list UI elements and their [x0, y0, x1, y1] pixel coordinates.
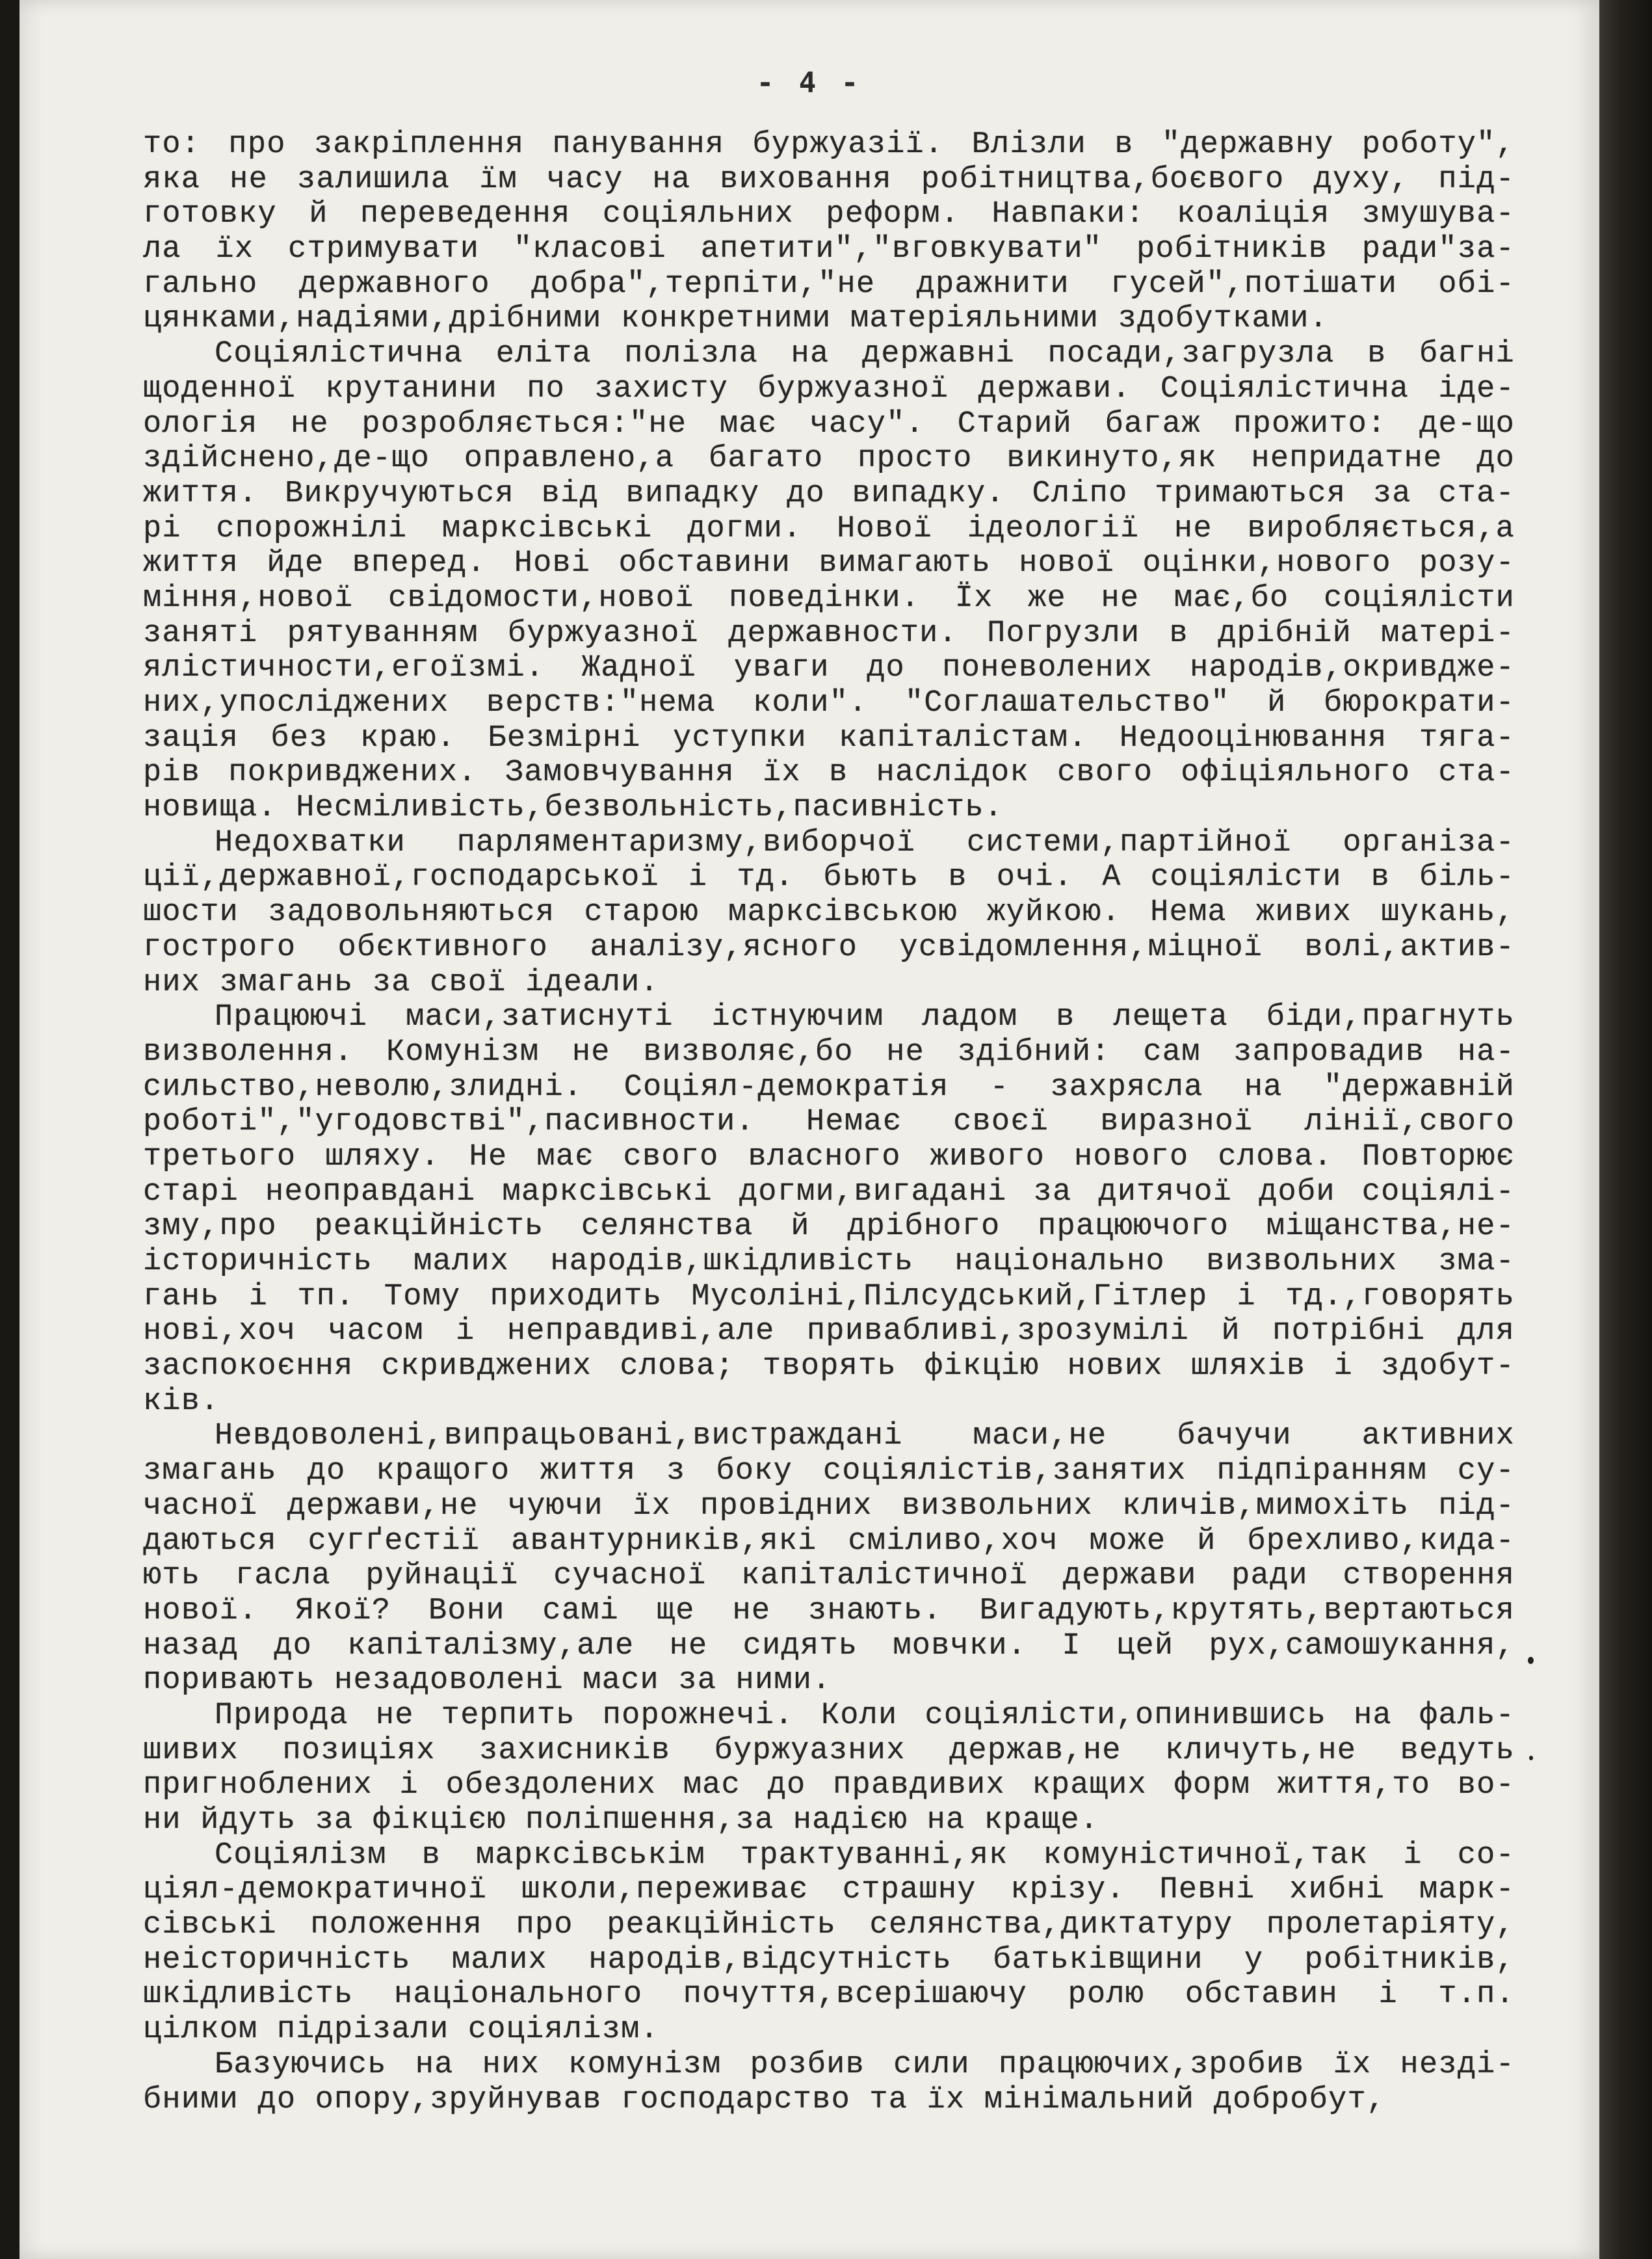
text-line: ції,державної,господарської і тд. бьють в очі. А соціялісти в біль-: [143, 860, 1515, 895]
text-line: ологія не розробляється:"не має часу". Старий багаж прожито: де-що: [143, 406, 1515, 442]
text-line: даються сугґестії авантурників,які сміливо,хоч може й брехливо,кида-: [143, 1524, 1515, 1559]
text-line: Працюючі маси,затиснуті істнуючим ладом в лещета біди,прагнуть: [215, 1000, 1515, 1035]
ink-speck: [1528, 1657, 1534, 1664]
text-line: шивих позиціях захисників буржуазних держав,не кличуть,не ведуть: [143, 1733, 1515, 1768]
binding-edge: [1599, 0, 1652, 2259]
text-line: життя. Викручуються від випадку до випадку. Сліпо тримаються за ста-: [143, 476, 1515, 511]
text-line: цілком підрізали соціялізм.: [143, 2013, 659, 2048]
text-line: сівські положення про реакційність селянства,диктатуру пролетаріяту,: [143, 1908, 1515, 1943]
text-line: пригноблених і обездолених мас до правдивих кращих форм життя,то во-: [143, 1768, 1515, 1803]
text-line: Соціялізм в марксівськім трактуванні,як комуністичної,так і со-: [215, 1838, 1515, 1873]
text-line: старі неоправдані марксівські догми,вигадані за дитячої доби соціялі-: [143, 1174, 1515, 1209]
text-line: змагань до кращого життя з боку соціялістів,занятих підпіранням су-: [143, 1454, 1515, 1489]
text-line: заняті рятуванням буржуазної державности. Погрузли в дрібній матері-: [143, 616, 1515, 651]
text-line: шкідливість національного почуття,всерішаючу ролю обставин і т.п.: [143, 1977, 1515, 2013]
text-line: заспокоєння скривджених слова; творять фікцію нових шляхів і здобут-: [143, 1349, 1515, 1384]
text-line: Недохватки парляментаризму,виборчої системи,партійної організа-: [215, 825, 1515, 860]
text-line: гань і тп. Тому приходить Мусоліні,Пілсудський,Гітлер і тд.,говорять: [143, 1279, 1515, 1314]
text-line: ють гасла руйнації сучасної капіталістичної держави ради створення: [143, 1559, 1515, 1594]
text-line: сильство,неволю,злидні. Соціял-демократія - захрясла на "державній: [143, 1070, 1515, 1105]
text-line: рів покривджених. Замовчування їх в наслідок свого офіціяльного ста-: [143, 756, 1515, 791]
text-line: ялістичности,егоїзмі. Жадної уваги до поневолених народів,окривдже-: [143, 651, 1515, 686]
text-line: Соціялістична еліта полізла на державні посади,загрузла в багні: [215, 337, 1515, 372]
text-line: зму,про реакційність селянства й дрібного працюючого міщанства,не-: [143, 1209, 1515, 1245]
text-line: неісторичність малих народів,відсутність батьківщини у робітників,: [143, 1942, 1515, 1977]
text-line: готовку й переведення соціяльних реформ. Навпаки: коаліція змушува-: [143, 197, 1515, 232]
text-line: щоденної крутанини по захисту буржуазної держави. Соціялістична іде-: [143, 371, 1515, 406]
text-line: назад до капіталізму,але не сидять мовчки. І цей рух,самошукання,: [143, 1628, 1515, 1663]
text-line: рі спорожнілі марксівські догми. Нової ідеології не виробляється,а: [143, 511, 1515, 546]
text-line: ла їх стримувати "класові апетити","вговкувати" робітників ради"за-: [143, 232, 1515, 267]
text-line: роботі","угодовстві",пасивности. Немає своєї виразної лінії,свого: [143, 1105, 1515, 1140]
text-line: гострого обєктивного аналізу,ясного усвідомлення,міцної волі,актив-: [143, 930, 1515, 965]
text-line: ціял-демократичної школи,переживає страшну крізу. Певні хибні марк-: [143, 1873, 1515, 1908]
text-line: Невдоволені,випрацьовані,вистраждані маси,не бачучи активних: [215, 1419, 1515, 1454]
text-line: них змагань за свої ідеали.: [143, 965, 659, 1000]
typewritten-page: [20, 0, 1599, 2259]
text-line: них,упосліджених верств:"нема коли". "Соглашательство" й бюрократи-: [143, 686, 1515, 720]
text-line: Базуючись на них комунізм розбив сили працюючих,зробив їх нездi-: [215, 2047, 1515, 2082]
text-line: ни йдуть за фікцією поліпшення,за надією на краще.: [143, 1803, 1099, 1838]
text-line: яка не залишила їм часу на виховання робітництва,боєвого духу, під-: [143, 162, 1515, 197]
text-line: нові,хоч часом і неправдиві,але привабливі,зрозумілі й потрібні для: [143, 1314, 1515, 1349]
text-line: гально державного добра",терпіти,"не дражнити гусей",потішати обі-: [143, 267, 1515, 302]
text-line: часної держави,не чуючи їх провідних визвольних кличів,мимохіть під-: [143, 1488, 1515, 1524]
text-line: то: про закріплення панування буржуазії. Влізли в "державну роботу",: [143, 127, 1515, 162]
text-line: історичність малих народів,шкідливість національно визвольних зма-: [143, 1245, 1515, 1279]
text-line: бними до опору,зруйнував господарство та їх мінімальний добробут,: [143, 2082, 1386, 2117]
text-line: життя йде вперед. Нові обставини вимагають нової оцінки,нового розу-: [143, 546, 1515, 581]
text-line: визволення. Комунізм не визволяє,бо не здібний: сам запровадив на-: [143, 1035, 1515, 1070]
body-text: [143, 127, 1515, 2117]
ink-speck: [1529, 1756, 1533, 1760]
text-line: здійснено,де-що оправлено,а багато просто викинуто,як непридатне до: [143, 442, 1515, 477]
text-line: Природа не терпить порожнечі. Коли соціялісти,опинившись на фаль-: [215, 1698, 1515, 1733]
text-line: цянками,надіями,дрібними конкретними матеріяльними здобутками.: [143, 302, 1329, 337]
text-line: міння,нової свідомости,нової поведінки. Їх же не має,бо соціялісти: [143, 581, 1515, 616]
text-line: новища. Несміливість,безвольність,пасивність.: [143, 791, 1004, 826]
text-line: нової. Якої? Вони самі ще не знають. Вигадують,крутять,вертаються: [143, 1593, 1515, 1628]
text-line: ків.: [143, 1384, 220, 1419]
page-number: - 4 -: [756, 66, 863, 99]
text-line: зація без краю. Безмірні уступки капіталістам. Недооцінювання тяга-: [143, 720, 1515, 756]
text-line: шости задовольняються старою марксівською жуйкою. Нема живих шукань,: [143, 895, 1515, 931]
text-line: поривають незадоволені маси за ними.: [143, 1663, 832, 1698]
text-line: третього шляху. Не має свого власного живого нового слова. Повторює: [143, 1139, 1515, 1174]
